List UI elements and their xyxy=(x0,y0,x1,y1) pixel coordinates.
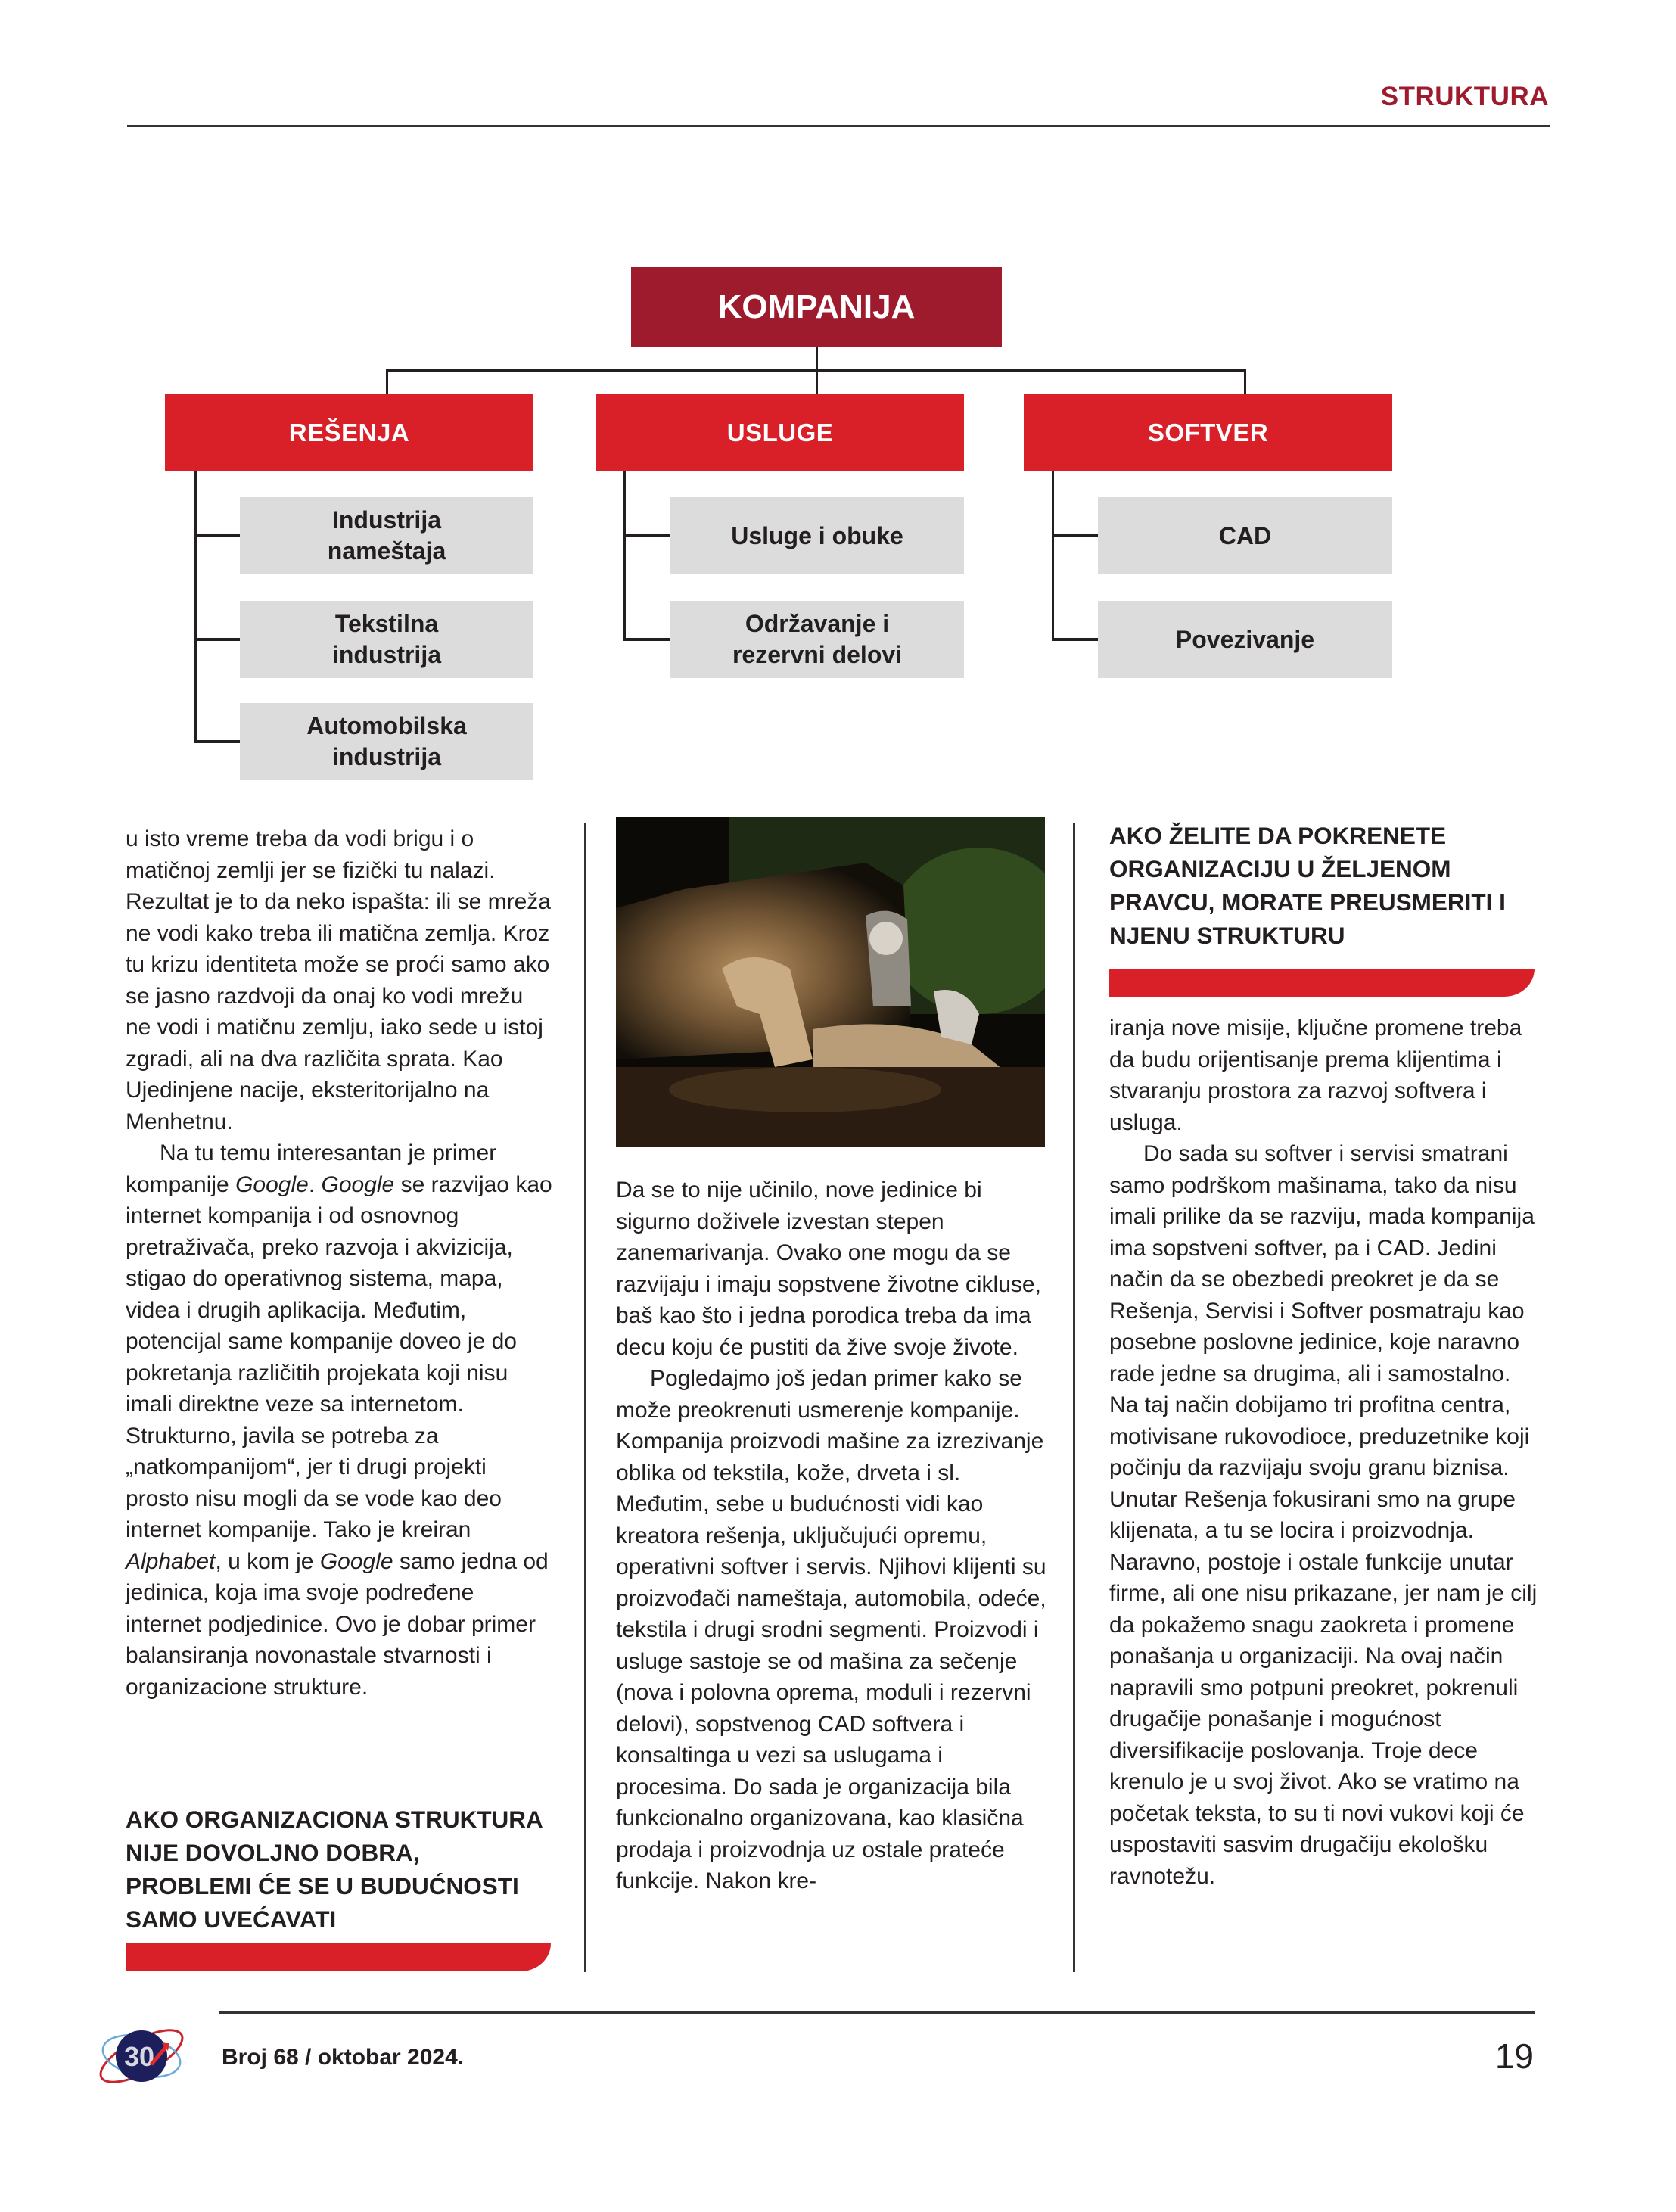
logo-30-icon xyxy=(92,2022,191,2090)
branch-box-usluge xyxy=(596,394,964,471)
tick xyxy=(194,534,240,537)
leaf-label: Automobilska industrija xyxy=(306,712,467,770)
pull-quote-right: AKO ŽELITE DA POKRENETE ORGANIZACIJU U ŽELJENOM PRAVCU, MORATE PREUSMERITI I NJENU STRUKTURU xyxy=(1109,822,1506,949)
paragraph: Na tu temu interesantan je primer kompanije Google. Google se razvijao kao internet kompanija i od osnovnog pretraživača, preko razvoja i akvizicija, stigao do operativnog sistema, mapa, videa i drugih aplikacija. Međutim, potencijal same kompanije doveo je do pokretanja različitih projekata koji nisu imali direktne veze sa internetom. Strukturno, javila se potreba za „natkompanijom“, jer ti drugi projekti prosto nisu mogli da se vode kao deo internet kompanije. Tako je kreiran Alphabet, u kom je Google samo jedna od jedinica, koja ima svoje podređene internet podjedinice. Ovo je dobar primer balansiranja novonastale stvarnosti i organizacione strukture. xyxy=(126,1140,552,1700)
tick xyxy=(1052,638,1098,641)
leaf-box xyxy=(670,601,964,678)
leaf-label: Industrija nameštaja xyxy=(327,506,446,565)
issue-info: Broj 68 / oktobar 2024. xyxy=(222,2045,465,2070)
leaf-label: Usluge i obuke xyxy=(731,521,903,549)
article-column-middle xyxy=(616,1174,1047,1897)
tick xyxy=(194,638,240,641)
tick xyxy=(623,638,670,641)
article-column-right xyxy=(1109,1013,1541,1892)
org-root-label: KOMPANIJA xyxy=(717,288,916,325)
wolves-photo-illustration xyxy=(616,817,1045,1147)
org-root-box xyxy=(631,267,1002,347)
trunk-usluge xyxy=(623,471,626,639)
trunk-resenja xyxy=(194,471,197,742)
red-accent-bar xyxy=(1109,969,1535,997)
header-rule xyxy=(127,125,1550,127)
paragraph: Pogledajmo još jedan primer kako se može preokrenuti usmerenje kompanije. Kompanija proizvodi mašine za izrezivanje oblika od tekstila, kože, drveta i sl. Međutim, sebe u budućnosti vidi kao kreatora rešenja, uključujući opremu, operativni softver i servis. Njihovi klijenti su proizvođači nameštaja, automobila, odeće, tekstila i drugi srodni segmenti. Proizvodi i usluge sastoje se od mašina za sečenje (nova i polovna oprema, moduli i rezervni delovi), sopstvenog CAD softvera i konsaltinga u vezi sa uslugama i procesima. Do sada je organizacija bila funkcionalno organizovana, kao klasična prodaja i proizvodnja uz ostale prateće funkcije. Nakon kre- xyxy=(616,1366,1046,1893)
branch-box-softver xyxy=(1024,394,1392,471)
connector-resenja xyxy=(386,369,388,394)
branch-label: REŠENJA xyxy=(288,418,410,446)
leaf-label: Povezivanje xyxy=(1175,625,1315,653)
trunk-softver xyxy=(1052,471,1054,639)
connector-horizontal xyxy=(386,369,1246,372)
connector-softver xyxy=(1244,369,1246,394)
paragraph: u isto vreme treba da vodi brigu i o matičnoj zemlji jer se fizički tu nalazi. Rezultat je to da neko ispašta: ili se mreža ne vodi kako treba ili matična zemlja. Kroz tu krizu identiteta može se proći samo ako se jasno razdvoji da onaj ko vodi mrežu ne vodi i matičnu zemlju, iako sede u istoj zgradi, ali na dva različita sprata. Kao Ujedinjene nacije, eksteritorijalno na Menhetnu. xyxy=(126,826,551,1134)
pull-quote-left: AKO ORGANIZACIONA STRUKTURA NIJE DOVOLJNO DOBRA, PROBLEMI ĆE SE U BUDUĆNOSTI SAMO UVEĆAVATI xyxy=(126,1806,543,1933)
tick xyxy=(194,740,240,743)
tick xyxy=(1052,534,1098,537)
branch-label: USLUGE xyxy=(726,418,834,446)
svg-text:30: 30 xyxy=(124,2041,155,2072)
leaf-box xyxy=(240,703,533,780)
column-divider xyxy=(584,823,586,1972)
wolves-photo xyxy=(616,817,1045,1147)
branch-box-resenja xyxy=(165,394,533,471)
paragraph: Do sada su softver i servisi smatrani samo podrškom mašinama, tako da nisu imali prilike da se razviju, mada kompanija ima sopstveni softver, pa i CAD. Jedini način da se obezbedi preokret je da se Rešenja, Servisi i Softver posmatraju kao posebne poslovne jedinice, koje naravno rade jedne sa drugima, ali i samostalno. Na taj način dobijamo tri profitna centra, motivisane rukovodioce, preduzetnike koji počinju da razvijaju svoju granu biznisa. Unutar Rešenja fokusirani smo na grupe klijenata, a tu se locira i proizvodnja. Naravno, postoje i ostale funkcije unutar firme, ali one nisu prikazane, jer nam je cilj da pokažemo snagu zaokreta i promene ponašanja u organizaciji. Na ovaj način napravili smo potpuni preokret, pokrenuli drugačije ponašanje i mogućnost diversifikacije poslovanja. Troje dece krenulo je u svoj život. Ako se vratimo na početak teksta, to su ti novi vukovi koji će uspostaviti sasvim drugačiju ekološku ravnotežu. xyxy=(1109,1141,1538,1889)
paragraph: Da se to nije učinilo, nove jedinice bi sigurno doživele izvestan stepen zanemarivanja. Ovako one mogu da se razvijaju i imaju sopstvene životne cikluse, baš kao što i jedna porodica treba da ima decu koju će pustiti da žive svoje živote. xyxy=(616,1178,1041,1360)
footer-rule xyxy=(219,2011,1535,2014)
tick xyxy=(623,534,670,537)
article-column-left xyxy=(126,823,553,1703)
leaf-box xyxy=(1098,601,1392,678)
leaf-label: CAD xyxy=(1218,521,1272,549)
leaf-box xyxy=(240,497,533,574)
section-label: STRUKTURA xyxy=(1380,82,1549,111)
red-accent-bar xyxy=(126,1943,551,1971)
leaf-box xyxy=(670,497,964,574)
column-divider xyxy=(1073,823,1075,1972)
branch-label: SOFTVER xyxy=(1147,418,1269,446)
leaf-box xyxy=(240,601,533,678)
leaf-label: Tekstilna industrija xyxy=(331,610,441,668)
paragraph: iranja nove misije, ključne promene treba da budu orijentisanje prema klijentima i stvaranju prostora za razvoj softvera i usluga. xyxy=(1109,1016,1522,1135)
page-number: 19 xyxy=(1494,2036,1534,2076)
leaf-box xyxy=(1098,497,1392,574)
leaf-label: Održavanje i rezervni delovi xyxy=(732,610,903,668)
magazine-logo xyxy=(92,2022,191,2090)
